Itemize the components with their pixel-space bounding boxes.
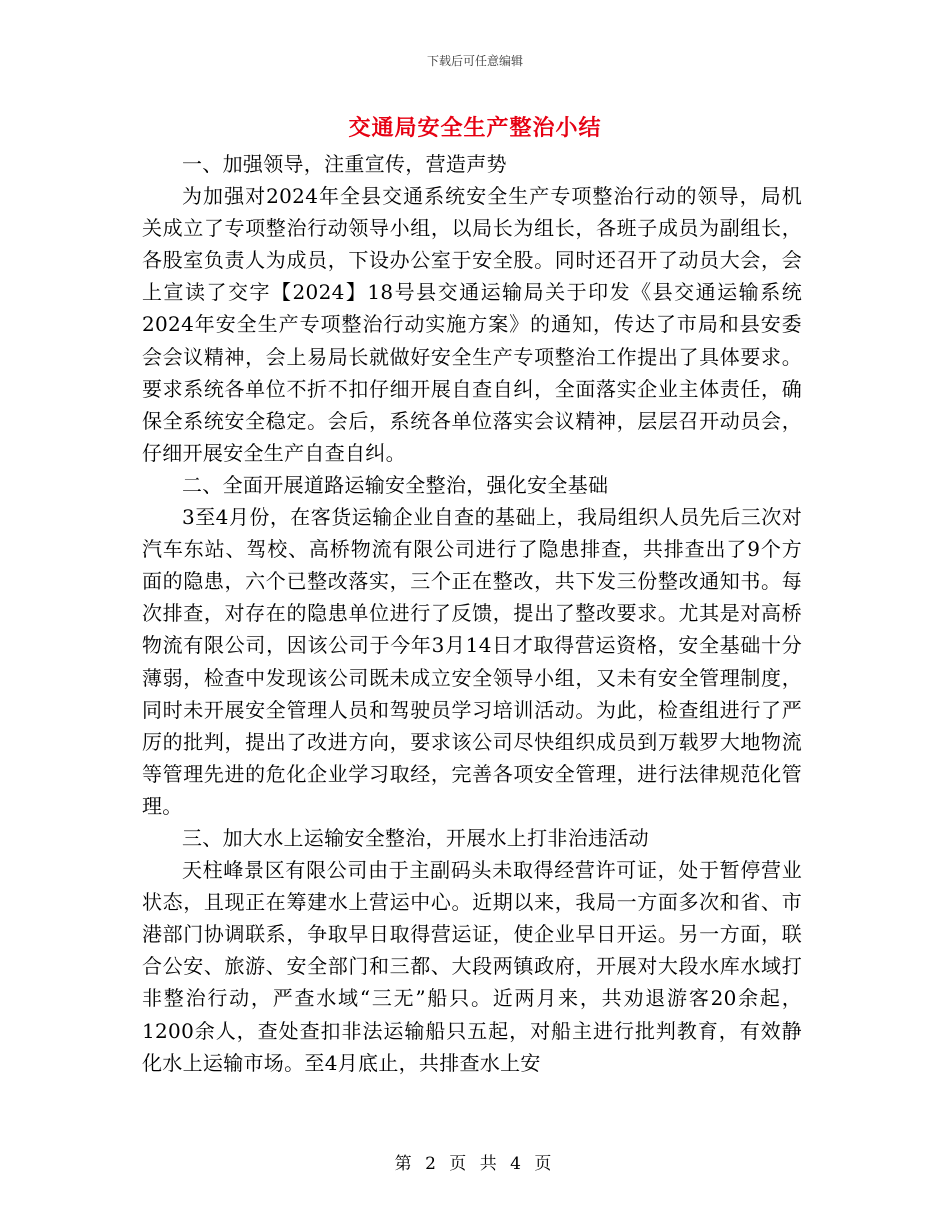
page-number-footer: 第 2 页 共 4 页 (394, 1154, 556, 1174)
document-body (142, 148, 802, 1079)
header-note: 下载后可任意编辑 (426, 54, 523, 68)
document-title: 交通局安全生产整治小结 (348, 115, 602, 141)
section-heading-1: 一、加强领导，注重宣传，营造声势 (182, 152, 507, 176)
paragraph-1: 为加强对2024年全县交通系统安全生产专项整治行动的领导，局机关成立了专项整治行动领导小组，以局长为组长，各班子成员为副组长，各股室负责人为成员，下设办公室于安全股。同时还召开了动员大会，会上宣读了交字【2024】18号县交通运输局关于印发《县交通运输系统2024年安全生产专项整治行动实施方案》的通知，传达了市局和县安委会会议精神，会上易局长就做好安全生产专项整治工作提出了具体要求。要求系统各单位不折不扣仔细开展自查自纠，全面落实企业主体责任，确保全系统安全稳定。会后，系统各单位落实会议精神，层层召开动员会，仔细开展安全生产自查自纠。 (142, 184, 802, 465)
section-heading-3: 三、加大水上运输安全整治，开展水上打非治违活动 (182, 825, 649, 850)
paragraph-3: 天柱峰景区有限公司由于主副码头未取得经营许可证，处于暂停营业状态，且现正在筹建水上营运中心。近期以来，我局一方面多次和省、市港部门协调联系，争取早日取得营运证，使企业早日开运。另一方面，联合公安、旅游、安全部门和三都、大段两镇政府，开展对大段水库水域打非整治行动，严查水域“三无”船只。近两月来，共劝退游客20余起，1200余人，查处查扣非法运输船只五起，对船主进行批判教育，有效静化水上运输市场。至4月底止，共排查水上安 (142, 858, 802, 1075)
paragraph-2: 3至4月份，在客货运输企业自查的基础上，我局组织人员先后三次对汽车东站、驾校、高桥物流有限公司进行了隐患排查，共排查出了9个方面的隐患，六个已整改落实，三个正在整改，共下发三份整改通知书。每次排查，对存在的隐患单位进行了反馈，提出了整改要求。尤其是对高桥物流有限公司，因该公司于今年3月14日才取得营运资格，安全基础十分薄弱，检查中发现该公司既未成立安全领导小组，又未有安全管理制度，同时未开展安全管理人员和驾驶员学习培训活动。为此，检查组进行了严厉的批判，提出了改进方向，要求该公司尽快组织成员到万载罗大地物流等管理先进的危化企业学习取经，完善各项安全管理，进行法律规范化管理。 (142, 505, 802, 818)
section-heading-2: 二、全面开展道路运输安全整治，强化安全基础 (182, 472, 609, 497)
